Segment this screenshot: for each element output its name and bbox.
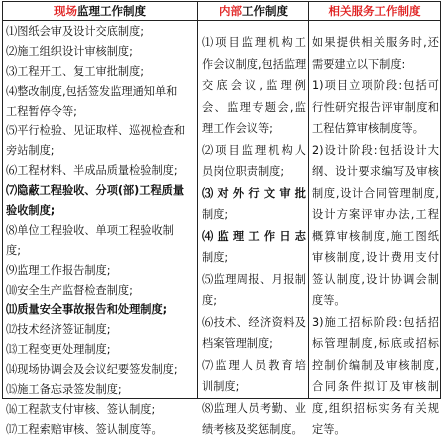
text-line: 档案管理制度; xyxy=(202,337,273,350)
text-line: 旁站制度; xyxy=(6,144,55,158)
text-line: ⑵项目监理机构人 xyxy=(202,143,306,157)
header-internal-rest: 工作制度 xyxy=(242,4,288,18)
text-line: ⑹技术、经济资料及 xyxy=(202,315,306,329)
column-divider xyxy=(197,2,198,398)
text-line: 训制度; xyxy=(202,380,240,393)
text-line: ⒁现场协调会及会议纪要签发制度; xyxy=(6,363,178,377)
text-line: ⑴图纸会审及设计交底制度; xyxy=(6,25,145,38)
header-internal-highlight: 内部 xyxy=(219,4,242,18)
text-line: 度; xyxy=(202,294,217,307)
text-line: 如果提供相关服务时,还 xyxy=(312,36,439,49)
text-line: 合同条件拟订及审核制 xyxy=(312,380,439,393)
text-line: 度; xyxy=(6,243,21,257)
header-internal xyxy=(198,2,309,20)
text-line: 工程暂停令等; xyxy=(6,104,77,118)
text-line: ⑻单位工程验收、单项工程验收制 xyxy=(6,223,174,237)
text-line: 控制价编制及审核制度, xyxy=(312,358,439,372)
text-line: ⑵施工组织设计审核制度; xyxy=(6,44,133,58)
text-line: 定等。 xyxy=(312,423,346,436)
text-line: ⑺监理人员教育培 xyxy=(202,358,306,372)
text-line: 工程估算审核制度等。 xyxy=(312,122,424,135)
header-site-supervision xyxy=(3,2,197,20)
text-line: 需要建立以下制度: xyxy=(312,57,406,71)
site-supervision-column xyxy=(6,22,193,436)
internal-column xyxy=(202,22,306,436)
text-line: 2)设计阶段:包括设计大 xyxy=(312,143,439,157)
text-line: 制度,设计合同管理制度, xyxy=(312,186,439,200)
text-line: ⑷监理工作日志 xyxy=(202,229,306,243)
text-line: 员岗位职责制度; xyxy=(202,165,285,178)
column-divider xyxy=(308,2,309,398)
text-line: ⑾质量安全事故报告和处理制度; xyxy=(6,303,168,317)
text-line: 制度; xyxy=(202,208,229,221)
text-line: ⑿技术经济签证制度; xyxy=(6,323,111,337)
header-related-services: 相关服务工作制度 xyxy=(328,4,421,18)
text-line: ⑴项目监理机构工 xyxy=(202,36,306,49)
text-line: ⑸平行检验、见证取样、巡视检查和 xyxy=(6,124,186,138)
text-line: 1)项目立项阶段:包括可 xyxy=(312,79,439,92)
text-line: 审核制度,设计费用支付 xyxy=(312,251,439,264)
table-header-row xyxy=(3,2,440,21)
text-line: 交底会议,监理例 xyxy=(202,79,306,92)
text-line: ⑶对外行文审批 xyxy=(202,186,306,200)
text-line: 会、监理专题会,监 xyxy=(202,100,306,114)
text-line: 理工作会议等; xyxy=(202,122,273,135)
text-line: ⑶工程开工、复工审批制度; xyxy=(6,64,145,78)
text-line: ⒀工程变更处理制度; xyxy=(6,343,111,357)
header-site-rest: 监理工作制度 xyxy=(77,4,146,18)
text-line: ⑻监理人员考勤、业 xyxy=(202,401,306,415)
text-line: ⑸监理周报、月报制 xyxy=(202,272,306,286)
text-line: 签认制度,设计协调会制 xyxy=(312,272,439,286)
text-line: 度,组织招标实务有关规 xyxy=(312,401,439,415)
text-line: 绩考核及奖惩制度。 xyxy=(202,423,303,436)
text-line: ⑷整改制度,包括签发监理通知单和 xyxy=(6,84,178,98)
regulations-table xyxy=(2,1,441,436)
text-line: 3)施工招标阶段:包括招 xyxy=(312,315,439,329)
text-line: 制度; xyxy=(202,251,229,264)
related-services-column xyxy=(312,22,439,436)
header-site-highlight: 现场 xyxy=(54,4,77,18)
text-line: ⑽安全生产监督检查制度; xyxy=(6,283,133,297)
text-line: 验收制度; xyxy=(6,204,56,218)
text-line: 标管理制度,标底或招标 xyxy=(312,337,439,350)
text-line: ⑺隐蔽工程验收、分项(部)工程质量 xyxy=(6,184,185,198)
text-line: ⑹工程材料、半成品质量检验制度; xyxy=(6,164,178,178)
text-line: ⒂施工备忘录签发制度; xyxy=(6,383,122,397)
text-line: 行性研究报告评审制度和 xyxy=(312,100,439,114)
text-line: ⒃工程款支付审核、签认制度; xyxy=(6,402,156,416)
text-line: ⑼监理工作报告制度; xyxy=(6,263,111,277)
text-line: 作会议制度,包括监理 xyxy=(202,57,306,71)
text-line: 度等。 xyxy=(312,294,346,307)
text-line: 设计方案评审办法,工程 xyxy=(312,208,439,221)
text-line: 概算审核制度,施工图纸 xyxy=(312,229,439,243)
text-line: 纲、设计要求编写及审核 xyxy=(312,165,439,178)
text-line: ⒄工程索赔审核、签认制度等。 xyxy=(6,422,163,436)
